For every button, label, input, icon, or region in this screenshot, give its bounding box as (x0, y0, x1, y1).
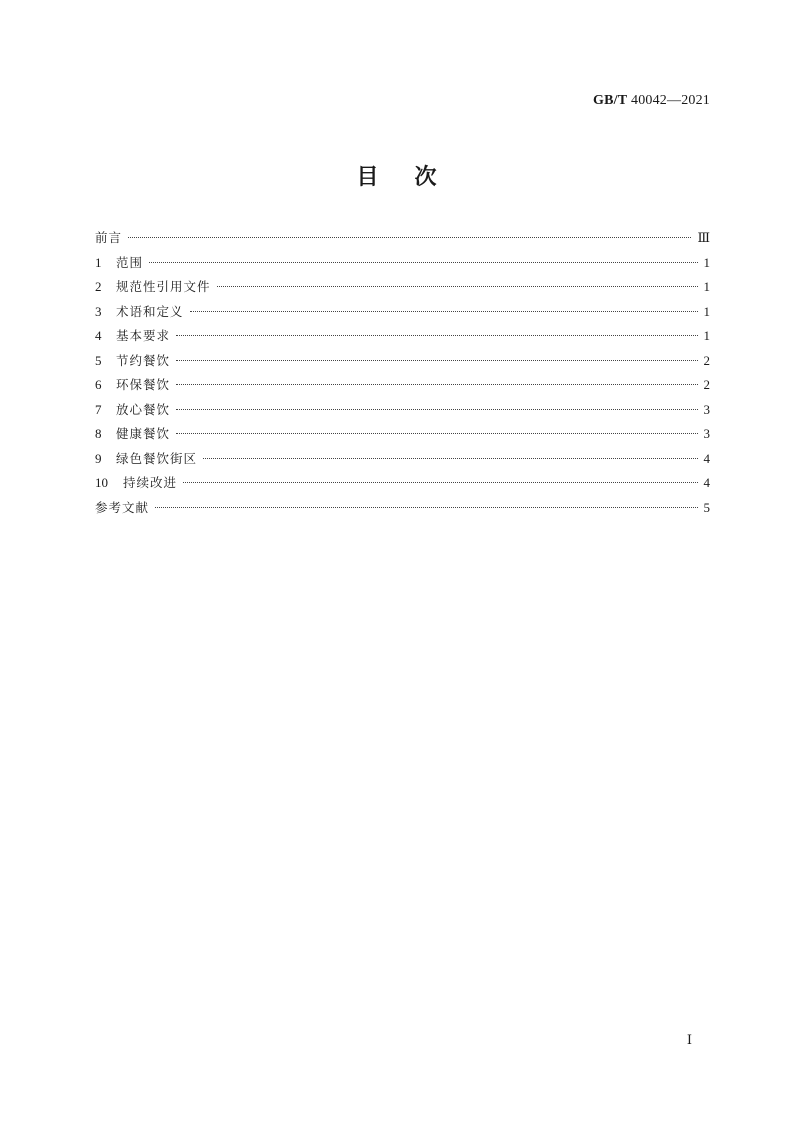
toc-entry-preface[interactable] (95, 226, 710, 251)
toc-entry-label: 健康餐饮 (116, 426, 171, 441)
toc-entry-9[interactable] (95, 447, 710, 472)
dot-leader (183, 482, 697, 483)
toc-entry-number: 10 (95, 475, 108, 490)
toc-entry-number: 2 (95, 279, 102, 294)
toc-entry-page: 4 (703, 450, 710, 466)
toc-entry-page: 3 (703, 426, 710, 441)
toc-entry-page: 1 (703, 254, 710, 270)
standard-code: GB/T (593, 93, 628, 108)
toc-entry-label: 参考文献 (95, 499, 150, 515)
toc-entry-label: 绿色餐饮街区 (116, 450, 198, 466)
toc-entry-page: 4 (703, 475, 710, 490)
toc-entry-8[interactable] (95, 422, 710, 447)
dot-leader (176, 433, 697, 434)
toc-entry-page: 2 (703, 377, 710, 392)
toc-entry-4[interactable] (95, 324, 710, 349)
dot-leader (176, 384, 697, 385)
standard-number (593, 93, 710, 109)
toc-entry-7[interactable] (95, 398, 710, 423)
toc-entry-label: 术语和定义 (116, 303, 184, 319)
toc-entry-page: 3 (703, 401, 710, 417)
toc-entry-number: 3 (95, 303, 102, 319)
toc-entry-label: 前言 (95, 230, 123, 245)
toc-entry-number: 6 (95, 377, 102, 392)
toc-entry-5[interactable] (95, 349, 710, 374)
standard-year-number: 40042—2021 (631, 93, 710, 108)
dot-leader (203, 458, 697, 459)
toc-entry-page: 1 (703, 328, 710, 343)
toc-entry-references[interactable] (95, 496, 710, 521)
toc-entry-label: 基本要求 (116, 328, 171, 343)
toc-entry-label: 环保餐饮 (116, 377, 171, 392)
toc-entry-label: 节约餐饮 (116, 352, 171, 368)
toc-entry-page: 1 (703, 279, 710, 294)
toc-entry-2[interactable] (95, 275, 710, 300)
dot-leader (190, 311, 698, 312)
dot-leader (176, 360, 697, 361)
page-number: Ⅰ (686, 1032, 692, 1047)
toc-entry-10[interactable] (95, 471, 710, 496)
dot-leader (128, 237, 691, 238)
dot-leader (155, 507, 697, 508)
toc-entry-number: 9 (95, 450, 102, 466)
toc-entry-label: 范围 (116, 254, 144, 270)
toc-entry-page: 2 (703, 352, 710, 368)
toc-entry-page: 1 (703, 303, 710, 319)
toc-entry-label: 规范性引用文件 (116, 279, 211, 294)
dot-leader (176, 409, 697, 410)
dot-leader (217, 286, 698, 287)
toc-entry-page: Ⅲ (697, 230, 710, 245)
toc-entry-3[interactable] (95, 300, 710, 325)
toc-entry-number: 5 (95, 352, 102, 368)
toc-entry-number: 4 (95, 328, 102, 343)
toc-entry-number: 7 (95, 401, 102, 417)
table-of-contents (95, 226, 710, 520)
page-title: 目次 (356, 165, 473, 190)
toc-entry-number: 1 (95, 254, 102, 270)
dot-leader (149, 262, 697, 263)
dot-leader (176, 335, 697, 336)
toc-entry-page: 5 (703, 499, 710, 515)
toc-entry-label: 放心餐饮 (116, 401, 171, 417)
toc-entry-label: 持续改进 (123, 475, 178, 490)
toc-entry-6[interactable] (95, 373, 710, 398)
toc-entry-1[interactable] (95, 251, 710, 276)
toc-entry-number: 8 (95, 426, 102, 441)
